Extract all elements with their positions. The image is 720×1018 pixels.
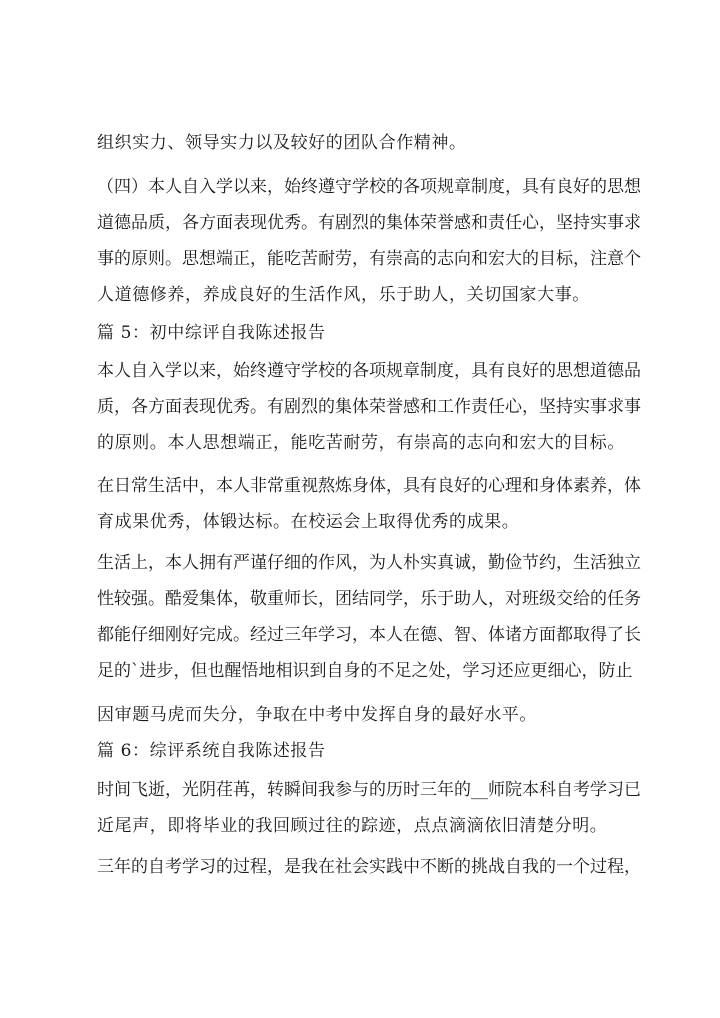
text-line: 事的原则。思想端正，能吃苦耐劳，有崇高的志向和宏大的目标，注意个: [97, 249, 641, 269]
text-line: 本人自入学以来，始终遵守学校的各项规章制度，具有良好的思想道德品: [97, 361, 641, 381]
text-line: 都能仔细刚好完成。经过三年学习，本人在德、智、体诸方面都取得了长: [97, 625, 641, 645]
text-line: 三年的自考学习的过程，是我在社会实践中不断的挑战自我的一个过程，: [97, 857, 641, 877]
section-heading: 篇 6：综评系统自我陈述报告: [97, 741, 326, 761]
text-line: 育成果优秀，体锻达标。在校运会上取得优秀的成果。: [97, 512, 520, 532]
text-line: 时间飞逝，光阴荏苒，转瞬间我参与的历时三年的__师院本科自考学习已: [97, 780, 641, 800]
text-line: 近尾声，即将毕业的我回顾过往的踪迹，点点滴滴依旧清楚分明。: [97, 816, 608, 836]
text-line: 生活上，本人拥有严谨仔细的作风，为人朴实真诚，勤俭节约，生活独立: [97, 553, 641, 573]
text-line: （四）本人自入学以来，始终遵守学校的各项规章制度，具有良好的思想: [97, 177, 641, 197]
text-line: 人道德修养，养成良好的生活作风，乐于助人，关切国家大事。: [97, 285, 590, 305]
text-line: 组织实力、领导实力以及较好的团队合作精神。: [97, 133, 467, 153]
section-heading: 篇 5：初中综评自我陈述报告: [97, 323, 326, 343]
text-line: 性较强。酷爱集体，敬重师长，团结同学，乐于助人，对班级交给的任务: [97, 589, 641, 609]
text-line: 的原则。本人思想端正，能吃苦耐劳，有崇高的志向和宏大的目标。: [97, 433, 625, 453]
text-line: 质，各方面表现优秀。有剧烈的集体荣誉感和工作责任心，坚持实事求事: [97, 397, 641, 417]
text-line: 因审题马虎而失分，争取在中考中发挥自身的最好水平。: [97, 705, 537, 725]
text-line: 道德品质，各方面表现优秀。有剧烈的集体荣誉感和责任心，坚持实事求: [97, 213, 641, 233]
text-line: 在日常生活中，本人非常重视熬炼身体，具有良好的心理和身体素养，体: [97, 476, 641, 496]
text-line: 足的`进步，但也醒悟地相识到自身的不足之处，学习还应更细心，防止: [97, 661, 633, 681]
